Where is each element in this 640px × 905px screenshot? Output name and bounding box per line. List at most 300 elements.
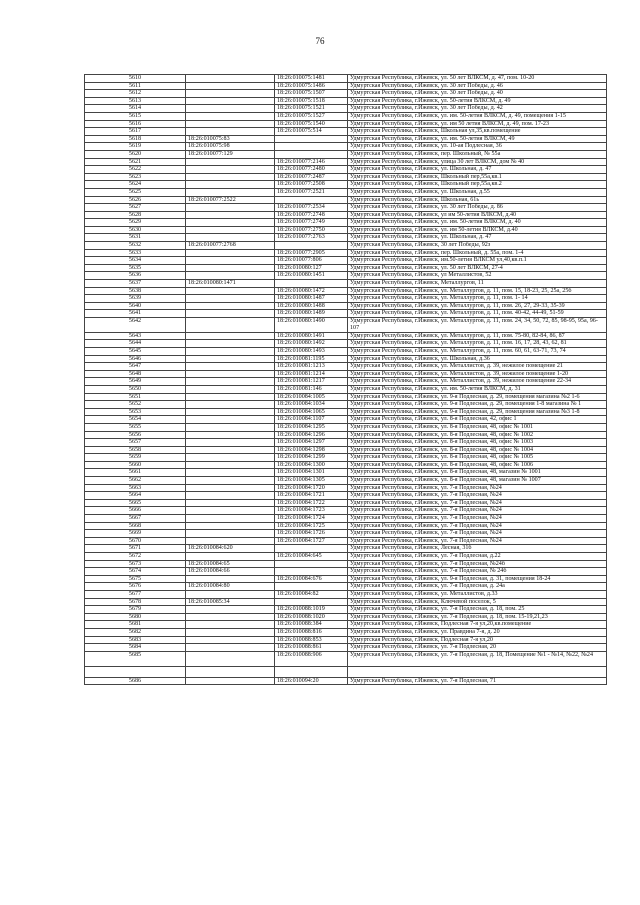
table-row <box>85 636 607 644</box>
parent-cadastral-number-cell: 18:26:010084:1720 <box>275 484 348 492</box>
address-cell: Удмуртская Республика, г.Ижевск, ул. 50-летия ВЛКСМ, д. 49 <box>348 97 607 105</box>
row-number-cell: 5641 <box>85 310 186 318</box>
cadastral-number-cell <box>186 469 275 477</box>
row-number-cell: 5632 <box>85 242 186 250</box>
parent-cadastral-number-cell: 18:26:010084:1724 <box>275 515 348 523</box>
address-cell: Удмуртская Республика, г.Ижевск, ул. 8-я Подлесная, 48, офис № 1005 <box>348 454 607 462</box>
table-row <box>85 363 607 371</box>
row-number-cell: 5685 <box>85 651 186 666</box>
address-cell: Удмуртская Республика, г.Ижевск, ул. 30 лет Победы, д. 86 <box>348 204 607 212</box>
parent-cadastral-number-cell <box>275 242 348 250</box>
row-number-cell: 5639 <box>85 295 186 303</box>
parent-cadastral-number-cell: 18:26:010084:1725 <box>275 522 348 530</box>
row-number-cell: 5637 <box>85 280 186 288</box>
parent-cadastral-number-cell <box>275 196 348 204</box>
address-cell: Удмуртская Республика, г.Ижевск, ул. им 50-летия ВЛКСМ, д.40 <box>348 226 607 234</box>
table-row <box>85 196 607 204</box>
registry-table-body <box>85 75 607 685</box>
address-cell: Удмуртская Республика, г.Ижевск, Ключевой поселок, 5 <box>348 598 607 606</box>
address-cell: Удмуртская Республика, г.Ижевск, ул. 7-я Подлесная, №24б <box>348 560 607 568</box>
cadastral-number-cell <box>186 515 275 523</box>
cadastral-number-cell <box>186 105 275 113</box>
table-row <box>85 355 607 363</box>
table-row <box>85 75 607 83</box>
table-row <box>85 537 607 545</box>
parent-cadastral-number-cell: 18:26:010094:20 <box>275 677 348 685</box>
address-cell: Удмуртская Республика, г.Ижевск, ул. Правдина 7-я, д. 20 <box>348 628 607 636</box>
table-row <box>85 568 607 576</box>
address-cell: Удмуртская Республика, г.Ижевск, ул. 9-я Подлесная, д. 29, помещения 1-8 магазина № 1 <box>348 401 607 409</box>
address-cell: Удмуртская Республика, г.Ижевск, ул. им. 50-летия ВЛКСМ, д. 31 <box>348 385 607 393</box>
row-number-cell: 5617 <box>85 128 186 136</box>
parent-cadastral-number-cell: 18:26:010075:1481 <box>275 75 348 83</box>
cadastral-number-cell <box>186 537 275 545</box>
parent-cadastral-number-cell: 18:26:010084:645 <box>275 553 348 561</box>
parent-cadastral-number-cell: 18:26:010077:2534 <box>275 204 348 212</box>
address-cell: Удмуртская Республика, г.Ижевск, пер. Школьный, д. 55а, пом. 1-4 <box>348 249 607 257</box>
address-cell: Удмуртская Республика, г.Ижевск, ул. 50 лет ВЛКСМ, д. 47, пом. 10-20 <box>348 75 607 83</box>
cadastral-number-cell <box>186 166 275 174</box>
row-number-cell: 5653 <box>85 408 186 416</box>
parent-cadastral-number-cell: 18:26:010084:82 <box>275 590 348 598</box>
table-row <box>85 181 607 189</box>
table-row <box>85 340 607 348</box>
table-row <box>85 606 607 614</box>
table-row <box>85 97 607 105</box>
table-row <box>85 82 607 90</box>
parent-cadastral-number-cell: 18:26:010081:1213 <box>275 363 348 371</box>
registry-table <box>84 74 607 685</box>
parent-cadastral-number-cell: 18:26:010084:1721 <box>275 492 348 500</box>
cadastral-number-cell <box>186 363 275 371</box>
row-number-cell: 5624 <box>85 181 186 189</box>
table-row <box>85 302 607 310</box>
row-number-cell: 5673 <box>85 560 186 568</box>
row-number-cell: 5630 <box>85 226 186 234</box>
address-cell: Удмуртская Республика, г.Ижевск, ул. 7-я Подлесная, №24 <box>348 530 607 538</box>
address-cell: Удмуртская Республика, г.Ижевск, ул. 7-я Подлесная, д. 18, пом. 15-19,21,23 <box>348 613 607 621</box>
cadastral-number-cell: 18:26:010077:2522 <box>186 196 275 204</box>
table-row <box>85 347 607 355</box>
address-cell: Удмуртская Республика, г.Ижевск, ул. им. 50-летия ВЛКСМ, д. 40 <box>348 219 607 227</box>
cadastral-number-cell: 18:26:010084:65 <box>186 560 275 568</box>
row-number-cell: 5615 <box>85 112 186 120</box>
address-cell: Удмуртская Республика, г.Ижевск, ул. 8-я Подлесная, 48, офис № 1006 <box>348 461 607 469</box>
table-row <box>85 515 607 523</box>
row-number-cell: 5627 <box>85 204 186 212</box>
cadastral-number-cell <box>186 287 275 295</box>
row-number-cell: 5658 <box>85 446 186 454</box>
table-row <box>85 393 607 401</box>
cadastral-number-cell <box>186 454 275 462</box>
address-cell: Удмуртская Республика, г.Ижевск, ул. Металлургов, д. 11, пом. 1- 14 <box>348 295 607 303</box>
row-number-cell: 5647 <box>85 363 186 371</box>
address-cell: Удмуртская Республика, г.Ижевск, ул. Школьная, д.36 <box>348 355 607 363</box>
table-row <box>85 90 607 98</box>
row-number-cell: 5622 <box>85 166 186 174</box>
row-number-cell: 5621 <box>85 158 186 166</box>
table-row <box>85 522 607 530</box>
row-number-cell: 5654 <box>85 416 186 424</box>
cadastral-number-cell <box>186 249 275 257</box>
row-number-cell: 5623 <box>85 173 186 181</box>
table-row <box>85 219 607 227</box>
table-row <box>85 143 607 151</box>
row-number-cell: 5680 <box>85 613 186 621</box>
cadastral-number-cell <box>186 188 275 196</box>
address-cell: Удмуртская Республика, г.Ижевск, Школьный пер,55а,кв.1 <box>348 173 607 181</box>
cadastral-number-cell <box>186 257 275 265</box>
table-row <box>85 105 607 113</box>
parent-cadastral-number-cell: 18:26:010084:1298 <box>275 446 348 454</box>
address-cell: Удмуртская Республика, г.Ижевск, ул. Металлургов, д. 11, пом. 75-80, 82-84, 86, 87 <box>348 332 607 340</box>
table-row <box>85 666 607 677</box>
table-row <box>85 590 607 598</box>
cadastral-number-cell <box>186 158 275 166</box>
address-cell: Удмуртская Республика, г.Ижевск, Подлесная 7-я ул,20 <box>348 636 607 644</box>
address-cell: Удмуртская Республика, г.Ижевск, Школьная ул,35,кв.помещение <box>348 128 607 136</box>
address-cell: Удмуртская Республика, г.Ижевск, ул. Школьная, д.55 <box>348 188 607 196</box>
parent-cadastral-number-cell: 18:26:010075:514 <box>275 128 348 136</box>
address-cell: Удмуртская Республика, г.Ижевск, ул. 7-я Подлесная, д.22 <box>348 553 607 561</box>
row-number-cell: 5646 <box>85 355 186 363</box>
parent-cadastral-number-cell: 18:26:010077:2146 <box>275 158 348 166</box>
cadastral-number-cell: 18:26:010085:34 <box>186 598 275 606</box>
table-row <box>85 234 607 242</box>
row-number-cell: 5663 <box>85 484 186 492</box>
table-row <box>85 492 607 500</box>
cadastral-number-cell <box>186 461 275 469</box>
address-cell: Удмуртская Республика, г.Ижевск, Школьный пер,55а,кв.2 <box>348 181 607 189</box>
cadastral-number-cell <box>186 522 275 530</box>
row-number-cell: 5668 <box>85 522 186 530</box>
row-number-cell: 5611 <box>85 82 186 90</box>
address-cell: Удмуртская Республика, г.Ижевск, ул. 7-я Подлесная, №24 <box>348 522 607 530</box>
row-number-cell: 5672 <box>85 553 186 561</box>
parent-cadastral-number-cell: 18:26:010084:1299 <box>275 454 348 462</box>
cadastral-number-cell <box>186 211 275 219</box>
cadastral-number-cell <box>186 75 275 83</box>
cadastral-number-cell <box>186 677 275 685</box>
address-cell: Удмуртская Республика, г.Ижевск, ул. 30 лет Победы, д. 46 <box>348 82 607 90</box>
address-cell: Удмуртская Республика, г.Ижевск, ул. 30 лет Победы, д. 42 <box>348 105 607 113</box>
table-row <box>85 287 607 295</box>
table-row <box>85 677 607 685</box>
address-cell: Удмуртская Республика, г.Ижевск, ул. Металлистов, д.33 <box>348 590 607 598</box>
table-row <box>85 499 607 507</box>
parent-cadastral-number-cell: 18:26:010084:1726 <box>275 530 348 538</box>
address-cell: Удмуртская Республика, г.Ижевск, ул. 8-я Подлесная, 48, офис № 1004 <box>348 446 607 454</box>
cadastral-number-cell <box>186 378 275 386</box>
row-number-cell: 5659 <box>85 454 186 462</box>
table-row <box>85 310 607 318</box>
parent-cadastral-number-cell <box>275 135 348 143</box>
cadastral-number-cell <box>186 492 275 500</box>
parent-cadastral-number-cell: 18:26:010084:1300 <box>275 461 348 469</box>
parent-cadastral-number-cell: 18:26:010088:384 <box>275 621 348 629</box>
address-cell: Удмуртская Республика, г.Ижевск, ул. Металлургов, д. 11, пом. 26, 27, 29-33, 35-39 <box>348 302 607 310</box>
address-cell: Удмуртская Республика, г.Ижевск, ул. Школьная, д. 47 <box>348 166 607 174</box>
cadastral-number-cell <box>186 310 275 318</box>
address-cell: Удмуртская Республика, г.Ижевск, Металлургов, 11 <box>348 280 607 288</box>
table-row <box>85 173 607 181</box>
row-number-cell: 5671 <box>85 545 186 553</box>
table-row <box>85 644 607 652</box>
parent-cadastral-number-cell: 18:26:010088:861 <box>275 644 348 652</box>
table-row <box>85 484 607 492</box>
table-row <box>85 158 607 166</box>
table-row <box>85 188 607 196</box>
address-cell: Удмуртская Республика, г.Ижевск, ул. 7-я Подлесная, №24 <box>348 515 607 523</box>
parent-cadastral-number-cell: 18:26:010084:1722 <box>275 499 348 507</box>
table-row <box>85 416 607 424</box>
address-cell: Удмуртская Республика, г.Ижевск, Школьная, 61ь <box>348 196 607 204</box>
address-cell: Удмуртская Республика, г.Ижевск, Лесная, 31б <box>348 545 607 553</box>
cadastral-number-cell <box>186 484 275 492</box>
row-number-cell: 5614 <box>85 105 186 113</box>
parent-cadastral-number-cell <box>275 560 348 568</box>
parent-cadastral-number-cell: 18:26:010075:1518 <box>275 97 348 105</box>
table-row <box>85 135 607 143</box>
row-number-cell: 5652 <box>85 401 186 409</box>
row-number-cell: 5657 <box>85 439 186 447</box>
parent-cadastral-number-cell: 18:26:010077:2748 <box>275 211 348 219</box>
table-row <box>85 628 607 636</box>
parent-cadastral-number-cell <box>275 143 348 151</box>
table-row <box>85 370 607 378</box>
parent-cadastral-number-cell: 18:26:010077:2480 <box>275 166 348 174</box>
parent-cadastral-number-cell: 18:26:010077:2487 <box>275 173 348 181</box>
address-cell: Удмуртская Республика, г.Ижевск, ул. 8-я Подлесная, 48, магазин № 1007 <box>348 477 607 485</box>
parent-cadastral-number-cell: 18:26:010077:2749 <box>275 219 348 227</box>
cadastral-number-cell <box>186 97 275 105</box>
table-row <box>85 280 607 288</box>
table-row <box>85 264 607 272</box>
address-cell: Удмуртская Республика, г.Ижевск, ул. Металлургов, д. 11, пом. 24, 34, 50, 72, 85, 98-95, 95а, 96-107 <box>348 318 607 333</box>
cadastral-number-cell <box>186 416 275 424</box>
cadastral-number-cell <box>186 651 275 666</box>
row-number-cell: 5638 <box>85 287 186 295</box>
table-row <box>85 530 607 538</box>
cadastral-number-cell <box>186 355 275 363</box>
cadastral-number-cell <box>186 575 275 583</box>
parent-cadastral-number-cell: 18:26:010077:806 <box>275 257 348 265</box>
cadastral-number-cell: 18:26:010084:66 <box>186 568 275 576</box>
row-number-cell: 5610 <box>85 75 186 83</box>
address-cell: Удмуртская Республика, г.Ижевск, ул. 7-я Подлесная, д. 18, пом. 25 <box>348 606 607 614</box>
parent-cadastral-number-cell: 18:26:010081:1217 <box>275 378 348 386</box>
row-number-cell: 5618 <box>85 135 186 143</box>
row-number-cell: 5667 <box>85 515 186 523</box>
row-number-cell: 5631 <box>85 234 186 242</box>
address-cell: Удмуртская Республика, г.Ижевск, им.50-летия ВЛКСМ ул,40,кв.п.1 <box>348 257 607 265</box>
row-number-cell: 5681 <box>85 621 186 629</box>
table-row <box>85 385 607 393</box>
row-number-cell: 5635 <box>85 264 186 272</box>
cadastral-number-cell <box>186 204 275 212</box>
address-cell: Удмуртская Республика, г.Ижевск, ул. Школьная, д. 47 <box>348 234 607 242</box>
cadastral-number-cell <box>186 530 275 538</box>
cadastral-number-cell: 18:26:010084:620 <box>186 545 275 553</box>
row-number-cell: 5642 <box>85 318 186 333</box>
cadastral-number-cell <box>186 385 275 393</box>
table-row <box>85 477 607 485</box>
row-number-cell: 5648 <box>85 370 186 378</box>
parent-cadastral-number-cell <box>275 280 348 288</box>
parent-cadastral-number-cell: 18:26:010088:1019 <box>275 606 348 614</box>
address-cell: Удмуртская Республика, г.Ижевск, улица 30 лет ВЛКСМ, дом № 40 <box>348 158 607 166</box>
cadastral-number-cell <box>186 393 275 401</box>
cadastral-number-cell <box>186 347 275 355</box>
cadastral-number-cell: 18:26:010075:98 <box>186 143 275 151</box>
row-number-cell: 5677 <box>85 590 186 598</box>
row-number-cell: 5669 <box>85 530 186 538</box>
parent-cadastral-number-cell <box>275 150 348 158</box>
table-row <box>85 242 607 250</box>
row-number-cell: 5678 <box>85 598 186 606</box>
row-number-cell: 5660 <box>85 461 186 469</box>
table-row <box>85 575 607 583</box>
row-number-cell: 5683 <box>85 636 186 644</box>
cadastral-number-cell <box>186 219 275 227</box>
row-number-cell: 5674 <box>85 568 186 576</box>
row-number-cell: 5612 <box>85 90 186 98</box>
cadastral-number-cell <box>186 644 275 652</box>
row-number-cell: 5670 <box>85 537 186 545</box>
address-cell: Удмуртская Республика, г.Ижевск, ул. 50 лет ВЛКСМ, 27-4 <box>348 264 607 272</box>
table-row <box>85 272 607 280</box>
cadastral-number-cell <box>186 477 275 485</box>
address-cell: Удмуртская Республика, г.Ижевск, ул. им 50 летия ВЛКСМ, д. 49, пом. 17-23 <box>348 120 607 128</box>
row-number-cell: 5686 <box>85 677 186 685</box>
table-row <box>85 249 607 257</box>
address-cell: Удмуртская Республика, г.Ижевск, ул. Металлистов, д. 39, нежилое помещение 22-34 <box>348 378 607 386</box>
cadastral-number-cell <box>186 264 275 272</box>
address-cell: Удмуртская Республика, г.Ижевск, ул. 30 лет Победы, д. 40 <box>348 90 607 98</box>
table-row <box>85 401 607 409</box>
parent-cadastral-number-cell: 18:26:010080:1493 <box>275 347 348 355</box>
row-number-cell: 5682 <box>85 628 186 636</box>
parent-cadastral-number-cell: 18:26:010080:1472 <box>275 287 348 295</box>
row-number-cell: 5626 <box>85 196 186 204</box>
cadastral-number-cell <box>186 401 275 409</box>
table-row <box>85 120 607 128</box>
parent-cadastral-number-cell <box>275 583 348 591</box>
row-number-cell: 5684 <box>85 644 186 652</box>
table-row <box>85 651 607 666</box>
cadastral-number-cell <box>186 439 275 447</box>
cadastral-number-cell <box>186 370 275 378</box>
row-number-cell: 5665 <box>85 499 186 507</box>
parent-cadastral-number-cell: 18:26:010084:1005 <box>275 393 348 401</box>
parent-cadastral-number-cell: 18:26:010084:1296 <box>275 431 348 439</box>
row-number-cell: 5650 <box>85 385 186 393</box>
cadastral-number-cell <box>186 128 275 136</box>
address-cell: Удмуртская Республика, г.Ижевск, ул. 9-я Подлесная, д. 29, помещения магазина №3 1-8 <box>348 408 607 416</box>
address-cell: Удмуртская Республика, г.Ижевск, ул. 7-я Подлесная, №24 <box>348 499 607 507</box>
cadastral-number-cell <box>186 302 275 310</box>
row-number-cell: 5656 <box>85 431 186 439</box>
address-cell: Удмуртская Республика, г.Ижевск, ул. 7-я Подлесная, 20 <box>348 644 607 652</box>
table-row <box>85 613 607 621</box>
parent-cadastral-number-cell: 18:26:010088:816 <box>275 628 348 636</box>
row-number-cell: 5643 <box>85 332 186 340</box>
row-number-cell: 5675 <box>85 575 186 583</box>
row-number-cell: 5649 <box>85 378 186 386</box>
address-cell: Удмуртская Республика, г.Ижевск, ул. Металлистов, д. 39, нежилое помещение 1-20 <box>348 370 607 378</box>
address-cell: Удмуртская Республика, г.Ижевск, ул. 8-я Подлесная, 48, офис № 1001 <box>348 423 607 431</box>
address-cell: Удмуртская Республика, г.Ижевск, ул. им. 50-летия ВЛКСМ, д. 49, помещения 1-15 <box>348 112 607 120</box>
address-cell: Удмуртская Республика, г.Ижевск, ул. 7-я Подлесная, д. 24а <box>348 583 607 591</box>
address-cell: Удмуртская Республика, г.Ижевск, ул. 7-я Подлесная, №24 <box>348 492 607 500</box>
parent-cadastral-number-cell <box>275 545 348 553</box>
row-number-cell: 5619 <box>85 143 186 151</box>
row-number-cell: 5633 <box>85 249 186 257</box>
parent-cadastral-number-cell: 18:26:010077:2905 <box>275 249 348 257</box>
parent-cadastral-number-cell: 18:26:010084:1301 <box>275 469 348 477</box>
cadastral-number-cell <box>186 507 275 515</box>
cadastral-number-cell <box>186 446 275 454</box>
parent-cadastral-number-cell: 18:26:010077:2750 <box>275 226 348 234</box>
parent-cadastral-number-cell <box>275 598 348 606</box>
cadastral-number-cell <box>186 499 275 507</box>
cadastral-number-cell <box>186 628 275 636</box>
parent-cadastral-number-cell: 18:26:010084:676 <box>275 575 348 583</box>
parent-cadastral-number-cell: 18:26:010077:2521 <box>275 188 348 196</box>
cadastral-number-cell <box>186 340 275 348</box>
cadastral-number-cell: 18:26:010080:1471 <box>186 280 275 288</box>
row-number-cell: 5661 <box>85 469 186 477</box>
address-cell: Удмуртская Республика, г.Ижевск, ул. 7-я Подлесная, №24 <box>348 537 607 545</box>
table-row <box>85 408 607 416</box>
cadastral-number-cell <box>186 90 275 98</box>
parent-cadastral-number-cell: 18:26:010084:1305 <box>275 477 348 485</box>
table-row <box>85 446 607 454</box>
address-cell: Удмуртская Республика, г.Ижевск, ул. 7-я Подлесная, №24 <box>348 484 607 492</box>
address-cell: Удмуртская Республика, г.Ижевск, ул им 50-летия ВЛКСМ, д.40 <box>348 211 607 219</box>
parent-cadastral-number-cell: 18:26:010084:1727 <box>275 537 348 545</box>
table-row <box>85 112 607 120</box>
row-number-cell: 5636 <box>85 272 186 280</box>
row-number-cell: 5625 <box>85 188 186 196</box>
row-number-cell <box>85 666 186 677</box>
parent-cadastral-number-cell: 18:26:010077:2508 <box>275 181 348 189</box>
address-cell: Удмуртская Республика, г.Ижевск, ул. 7-я Подлесная, 71 <box>348 677 607 685</box>
parent-cadastral-number-cell <box>275 568 348 576</box>
page-number: 76 <box>315 36 325 46</box>
row-number-cell: 5662 <box>85 477 186 485</box>
cadastral-number-cell <box>186 408 275 416</box>
table-row <box>85 598 607 606</box>
cadastral-number-cell <box>186 553 275 561</box>
parent-cadastral-number-cell: 18:26:010080:1492 <box>275 340 348 348</box>
parent-cadastral-number-cell: 18:26:010084:1034 <box>275 401 348 409</box>
address-cell: Удмуртская Республика, г.Ижевск, 30 лет Победы, 92з <box>348 242 607 250</box>
address-cell: Удмуртская Республика, г.Ижевск, ул. 7-я Подлесная, № 24б <box>348 568 607 576</box>
row-number-cell: 5651 <box>85 393 186 401</box>
cadastral-number-cell <box>186 621 275 629</box>
table-row <box>85 166 607 174</box>
parent-cadastral-number-cell <box>275 666 348 677</box>
cadastral-number-cell <box>186 606 275 614</box>
address-cell: Удмуртская Республика, г.Ижевск, ул. 10-ая Подлесная, 36 <box>348 143 607 151</box>
table-row <box>85 211 607 219</box>
cadastral-number-cell <box>186 272 275 280</box>
parent-cadastral-number-cell: 18:26:010084:1723 <box>275 507 348 515</box>
address-cell <box>348 666 607 677</box>
row-number-cell: 5645 <box>85 347 186 355</box>
parent-cadastral-number-cell: 18:26:010084:1107 <box>275 416 348 424</box>
